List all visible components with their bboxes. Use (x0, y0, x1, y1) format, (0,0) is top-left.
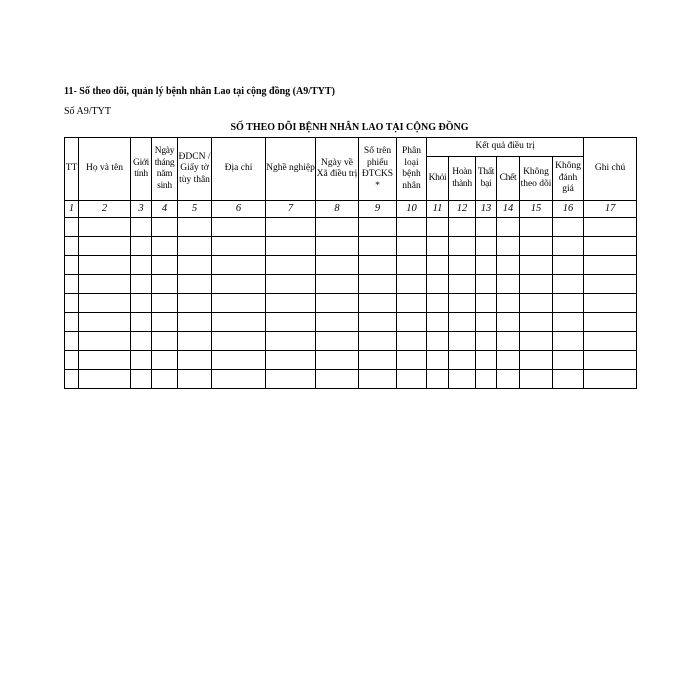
column-number: 7 (266, 201, 316, 218)
table-row (65, 332, 637, 351)
column-number: 1 (65, 201, 79, 218)
table-cell[interactable] (178, 332, 212, 351)
table-cell[interactable] (359, 332, 397, 351)
table-cell[interactable] (449, 332, 476, 351)
table-cell[interactable] (520, 332, 553, 351)
col-header-id-doc: ĐDCN / Giấy tờ tùy thân (178, 138, 212, 201)
table-row (65, 313, 637, 332)
column-number: 16 (553, 201, 584, 218)
table-cell[interactable] (212, 218, 266, 237)
column-number: 13 (476, 201, 497, 218)
section-heading: 11- Sổ theo dõi, quản lý bệnh nhân Lao tại cộng đồng (A9/TYT) (64, 86, 335, 97)
col-header-tt: TT (65, 138, 79, 201)
table-cell[interactable] (65, 313, 79, 332)
table-cell[interactable] (397, 256, 427, 275)
table-cell[interactable] (553, 275, 584, 294)
column-number: 6 (212, 201, 266, 218)
table-cell[interactable] (449, 237, 476, 256)
table-cell[interactable] (316, 313, 359, 332)
table-cell[interactable] (266, 332, 316, 351)
column-number: 15 (520, 201, 553, 218)
column-number: 12 (449, 201, 476, 218)
table-cell[interactable] (152, 313, 178, 332)
table-cell[interactable] (178, 237, 212, 256)
table-cell[interactable] (79, 256, 131, 275)
table-cell[interactable] (65, 218, 79, 237)
table-cell[interactable] (497, 237, 520, 256)
table-cell[interactable] (427, 275, 449, 294)
table-cell[interactable] (131, 256, 152, 275)
table-cell[interactable] (79, 370, 131, 389)
table-cell[interactable] (497, 294, 520, 313)
register-entries (65, 218, 637, 389)
table-cell[interactable] (178, 218, 212, 237)
table-cell[interactable] (131, 218, 152, 237)
table-cell[interactable] (397, 237, 427, 256)
table-cell[interactable] (266, 275, 316, 294)
table-cell[interactable] (65, 237, 79, 256)
table-cell[interactable] (449, 370, 476, 389)
table-cell[interactable] (520, 218, 553, 237)
table-cell[interactable] (520, 370, 553, 389)
table-cell[interactable] (359, 237, 397, 256)
table-cell[interactable] (316, 275, 359, 294)
table-cell[interactable] (212, 237, 266, 256)
table-cell[interactable] (266, 294, 316, 313)
col-header-notes: Ghi chú (584, 138, 637, 201)
table-cell[interactable] (476, 256, 497, 275)
table-cell[interactable] (584, 370, 637, 389)
table-cell[interactable] (476, 332, 497, 351)
table-cell[interactable] (427, 332, 449, 351)
table-cell[interactable] (497, 256, 520, 275)
table-cell[interactable] (65, 332, 79, 351)
table-cell[interactable] (178, 351, 212, 370)
table-cell[interactable] (152, 332, 178, 351)
table-cell[interactable] (212, 332, 266, 351)
table-cell[interactable] (520, 351, 553, 370)
table-cell[interactable] (449, 256, 476, 275)
col-header-failed: Thất bại (476, 157, 497, 201)
col-header-date-return: Ngày về Xã điều trị (316, 138, 359, 201)
table-cell[interactable] (65, 294, 79, 313)
table-cell[interactable] (553, 256, 584, 275)
table-cell[interactable] (79, 275, 131, 294)
table-cell[interactable] (79, 332, 131, 351)
table-cell[interactable] (359, 294, 397, 313)
table-cell[interactable] (520, 275, 553, 294)
table-cell[interactable] (359, 275, 397, 294)
table-cell[interactable] (212, 370, 266, 389)
col-header-dob: Ngày tháng năm sinh (152, 138, 178, 201)
table-cell[interactable] (65, 370, 79, 389)
table-cell[interactable] (497, 332, 520, 351)
column-number: 2 (79, 201, 131, 218)
table-cell[interactable] (397, 370, 427, 389)
table-cell[interactable] (152, 218, 178, 237)
table-cell[interactable] (449, 313, 476, 332)
table-cell[interactable] (476, 370, 497, 389)
table-cell[interactable] (553, 313, 584, 332)
table-cell[interactable] (584, 313, 637, 332)
table-cell[interactable] (449, 351, 476, 370)
col-header-dtcks-no: Số trên phiếu ĐTCKS * (359, 138, 397, 201)
col-header-name: Họ và tên (79, 138, 131, 201)
table-cell[interactable] (359, 351, 397, 370)
col-header-address: Địa chỉ (212, 138, 266, 201)
table-cell[interactable] (131, 313, 152, 332)
table-cell[interactable] (359, 218, 397, 237)
table-cell[interactable] (266, 218, 316, 237)
table-cell[interactable] (178, 370, 212, 389)
table-cell[interactable] (584, 275, 637, 294)
table-cell[interactable] (397, 351, 427, 370)
col-header-lost: Không theo dõi (520, 157, 553, 201)
table-cell[interactable] (449, 218, 476, 237)
table-cell[interactable] (520, 256, 553, 275)
table-cell[interactable] (266, 237, 316, 256)
table-cell[interactable] (359, 313, 397, 332)
table-cell[interactable] (212, 313, 266, 332)
column-number: 9 (359, 201, 397, 218)
table-cell[interactable] (497, 351, 520, 370)
table-cell[interactable] (359, 370, 397, 389)
table-cell[interactable] (178, 275, 212, 294)
column-number: 11 (427, 201, 449, 218)
table-cell[interactable] (476, 313, 497, 332)
table-cell[interactable] (427, 237, 449, 256)
col-header-occupation: Nghề nghiệp (266, 138, 316, 201)
table-cell[interactable] (553, 237, 584, 256)
table-row (65, 275, 637, 294)
table-row (65, 237, 637, 256)
table-cell[interactable] (152, 256, 178, 275)
table-cell[interactable] (152, 237, 178, 256)
table-cell[interactable] (79, 237, 131, 256)
table-cell[interactable] (449, 275, 476, 294)
table-cell[interactable] (316, 256, 359, 275)
column-number: 10 (397, 201, 427, 218)
table-cell[interactable] (266, 313, 316, 332)
table-cell[interactable] (553, 370, 584, 389)
table-cell[interactable] (212, 256, 266, 275)
col-header-died: Chết (497, 157, 520, 201)
table-row (65, 256, 637, 275)
table-cell[interactable] (497, 313, 520, 332)
table-cell[interactable] (79, 218, 131, 237)
table-cell[interactable] (316, 351, 359, 370)
table-cell[interactable] (212, 351, 266, 370)
table-cell[interactable] (131, 332, 152, 351)
table-cell[interactable] (178, 256, 212, 275)
column-number: 5 (178, 201, 212, 218)
col-header-classification: Phân loại bệnh nhân (397, 138, 427, 201)
col-header-gender: Giới tính (131, 138, 152, 201)
table-row (65, 351, 637, 370)
table-cell[interactable] (520, 294, 553, 313)
table-cell[interactable] (152, 294, 178, 313)
table-row (65, 370, 637, 389)
table-cell[interactable] (497, 275, 520, 294)
table-cell[interactable] (427, 370, 449, 389)
table-cell[interactable] (427, 313, 449, 332)
table-cell[interactable] (427, 294, 449, 313)
table-cell[interactable] (397, 275, 427, 294)
table-row (65, 218, 637, 237)
table-cell[interactable] (131, 351, 152, 370)
table-cell[interactable] (316, 332, 359, 351)
table-cell[interactable] (266, 370, 316, 389)
table-cell[interactable] (476, 218, 497, 237)
column-number: 17 (584, 201, 637, 218)
table-cell[interactable] (266, 256, 316, 275)
column-number: 3 (131, 201, 152, 218)
table-cell[interactable] (553, 218, 584, 237)
table-cell[interactable] (212, 275, 266, 294)
table-cell[interactable] (212, 294, 266, 313)
table-cell[interactable] (449, 294, 476, 313)
table-cell[interactable] (152, 351, 178, 370)
table-cell[interactable] (79, 313, 131, 332)
table-cell[interactable] (131, 275, 152, 294)
table-cell[interactable] (553, 332, 584, 351)
table-cell[interactable] (316, 237, 359, 256)
col-header-result-group: Kết quả điều trị (427, 138, 584, 157)
table-cell[interactable] (427, 351, 449, 370)
table-cell[interactable] (553, 351, 584, 370)
table-cell[interactable] (266, 351, 316, 370)
table-cell[interactable] (359, 256, 397, 275)
table-cell[interactable] (65, 351, 79, 370)
table-cell[interactable] (152, 275, 178, 294)
table-cell[interactable] (316, 218, 359, 237)
table-cell[interactable] (397, 332, 427, 351)
register-title: SỐ THEO DÕI BỆNH NHÂN LAO TẠI CỘNG ĐỒNG (230, 122, 469, 133)
table-cell[interactable] (584, 237, 637, 256)
table-cell[interactable] (584, 294, 637, 313)
form-code: Số A9/TYT (64, 106, 111, 117)
table-cell[interactable] (427, 256, 449, 275)
register-table (64, 137, 637, 389)
column-number: 8 (316, 201, 359, 218)
table-cell[interactable] (131, 370, 152, 389)
col-header-not-evaluated: Không đánh giá (553, 157, 584, 201)
table-cell[interactable] (79, 294, 131, 313)
table-row (65, 294, 637, 313)
table-cell[interactable] (584, 256, 637, 275)
table-cell[interactable] (497, 370, 520, 389)
table-cell[interactable] (152, 370, 178, 389)
table-cell[interactable] (553, 294, 584, 313)
table-cell[interactable] (397, 218, 427, 237)
table-cell[interactable] (79, 351, 131, 370)
table-cell[interactable] (178, 294, 212, 313)
table-cell[interactable] (497, 218, 520, 237)
table-cell[interactable] (520, 237, 553, 256)
table-cell[interactable] (476, 351, 497, 370)
table-cell[interactable] (427, 218, 449, 237)
table-cell[interactable] (65, 256, 79, 275)
col-header-cured: Khỏi (427, 157, 449, 201)
table-cell[interactable] (584, 351, 637, 370)
table-cell[interactable] (520, 313, 553, 332)
table-cell[interactable] (178, 313, 212, 332)
table-cell[interactable] (316, 370, 359, 389)
table-cell[interactable] (476, 275, 497, 294)
table-cell[interactable] (131, 237, 152, 256)
table-cell[interactable] (316, 294, 359, 313)
table-cell[interactable] (476, 237, 497, 256)
table-cell[interactable] (131, 294, 152, 313)
column-number: 4 (152, 201, 178, 218)
table-cell[interactable] (397, 294, 427, 313)
table-cell[interactable] (397, 313, 427, 332)
column-number: 14 (497, 201, 520, 218)
table-cell[interactable] (476, 294, 497, 313)
table-cell[interactable] (584, 332, 637, 351)
table-cell[interactable] (65, 275, 79, 294)
col-header-completed: Hoàn thành (449, 157, 476, 201)
table-cell[interactable] (584, 218, 637, 237)
